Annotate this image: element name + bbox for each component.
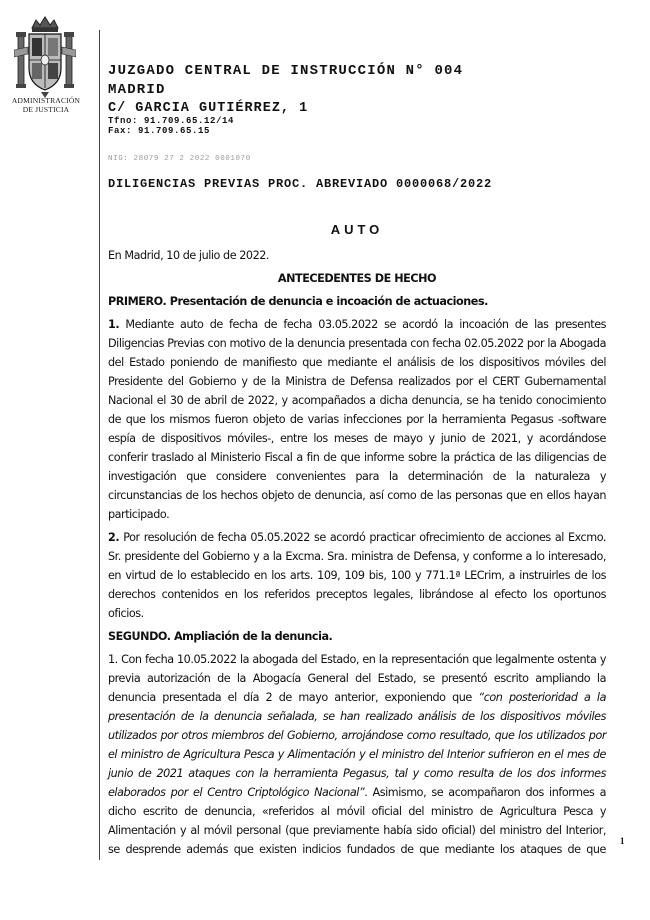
primero-heading: PRIMERO. Presentación de denuncia e incoación de actuaciones.	[108, 295, 488, 308]
court-fax: Fax: 91.709.65.15	[108, 126, 211, 136]
paragraph-3-quote: “con posterioridad a la presentación de la denuncia señalada, se han realizado análisis de los dispositivos móviles utilizados por otros miembros del Gobierno, arrojándose como resultado, que los utilizados por el ministro de Agricultura Pesca y Alimentación y el ministro del Interior sufrieron en el mes de junio de 2021 ataques con la herramienta Pegasus, tal y como resulta de los dos informes elaborados por el Centro Criptológico Nacional”	[108, 691, 606, 799]
coat-of-arms-logo	[14, 14, 76, 100]
court-address: C/ GARCIA GUTIÉRREZ, 1	[108, 101, 309, 116]
paragraph-3	[108, 650, 606, 859]
administration-logo-text: ADMINISTRACIÓN DE JUSTICIA	[11, 96, 81, 114]
paragraph-3-text-a: Con fecha 10.05.2022 la abogada del Estado, en la representación que legalmente ostenta y previa autorización de la Abogacía General del Estado, se presentó escrito ampliando la denuncia presentada el día 2 de mayo anterior, exponiendo que	[108, 653, 607, 704]
date-line: En Madrid, 10 de julio de 2022.	[108, 249, 270, 262]
page-number: 1	[620, 836, 625, 846]
paragraph-2-text: Por resolución de fecha 05.05.2022 se acordó practicar ofrecimiento de acciones al Excmo. Sr. presidente del Gobierno y a la Excma. Sra. ministra de Defensa, y conforme a lo interesado, en virtud de lo establecido en los arts. 109, 109 bis, 100 y 771.1ª LECrim, a instruirles de los derechos contenidos en los referidos preceptos legales, librándose al efecto los oportunos oficios.	[108, 531, 607, 620]
paragraph-2	[108, 528, 606, 623]
paragraph-1-number: 1.	[108, 318, 120, 331]
paragraph-1	[108, 315, 606, 524]
procedure-reference: DILIGENCIAS PREVIAS PROC. ABREVIADO 0000068/2022	[108, 177, 493, 191]
court-phone: Tfno: 91.709.65.12/14	[108, 116, 235, 126]
document-body	[108, 246, 606, 863]
paragraph-1-text: Mediante auto de fecha de fecha 03.05.2022 se acordó la incoación de las presentes Diligencias Previas con motivo de la denuncia presentada con fecha 02.05.2022 por la Abogada del Estado poniendo de manifiesto que mediante el análisis de los dispositivos móviles del Presidente del Gobierno y de la Ministra de Defensa realizados por el CERT Gubernamental Nacional el 30 de abril de 2022, y acompañados a dicha denuncia, se ha tenido conocimiento de que los mismos fueron objeto de varias infecciones por la herramienta Pegasus -software espía de dispositivos móviles-, entre los meses de mayo y junio de 2021, y acordándose conferir traslado al Ministerio Fiscal a fin de que informe sobre la práctica de las diligencias de investigación que considere convenientes para la determinación de la naturaleza y circunstancias de los hechos objeto de denuncia, así como de las personas que en ellos hayan participado.	[108, 318, 607, 521]
paragraph-2-number: 2.	[108, 531, 120, 544]
nig-number: NIG: 28079 27 2 2022 0001070	[108, 155, 251, 163]
paragraph-3-text-b: . Asimismo, se acompañaron dos informes a dicho escrito de denuncia, «referidos al móvil oficial del ministro de Agricultura Pesca y Alimentación y al móvil personal (que previamente había sido oficial) del ministro del Interior, se desprende además que existen indicios fundados de que mediante los ataques de que	[108, 786, 606, 856]
segundo-heading: SEGUNDO. Ampliación de la denuncia.	[108, 630, 333, 643]
court-name: JUZGADO CENTRAL DE INSTRUCCIÓN N° 004	[108, 63, 464, 79]
margin-rule	[99, 30, 100, 860]
section-heading: ANTECEDENTES DE HECHO	[277, 272, 437, 285]
court-city: MADRID	[108, 82, 166, 98]
document-title: AUTO	[330, 222, 384, 237]
paragraph-3-number: 1.	[108, 653, 118, 666]
